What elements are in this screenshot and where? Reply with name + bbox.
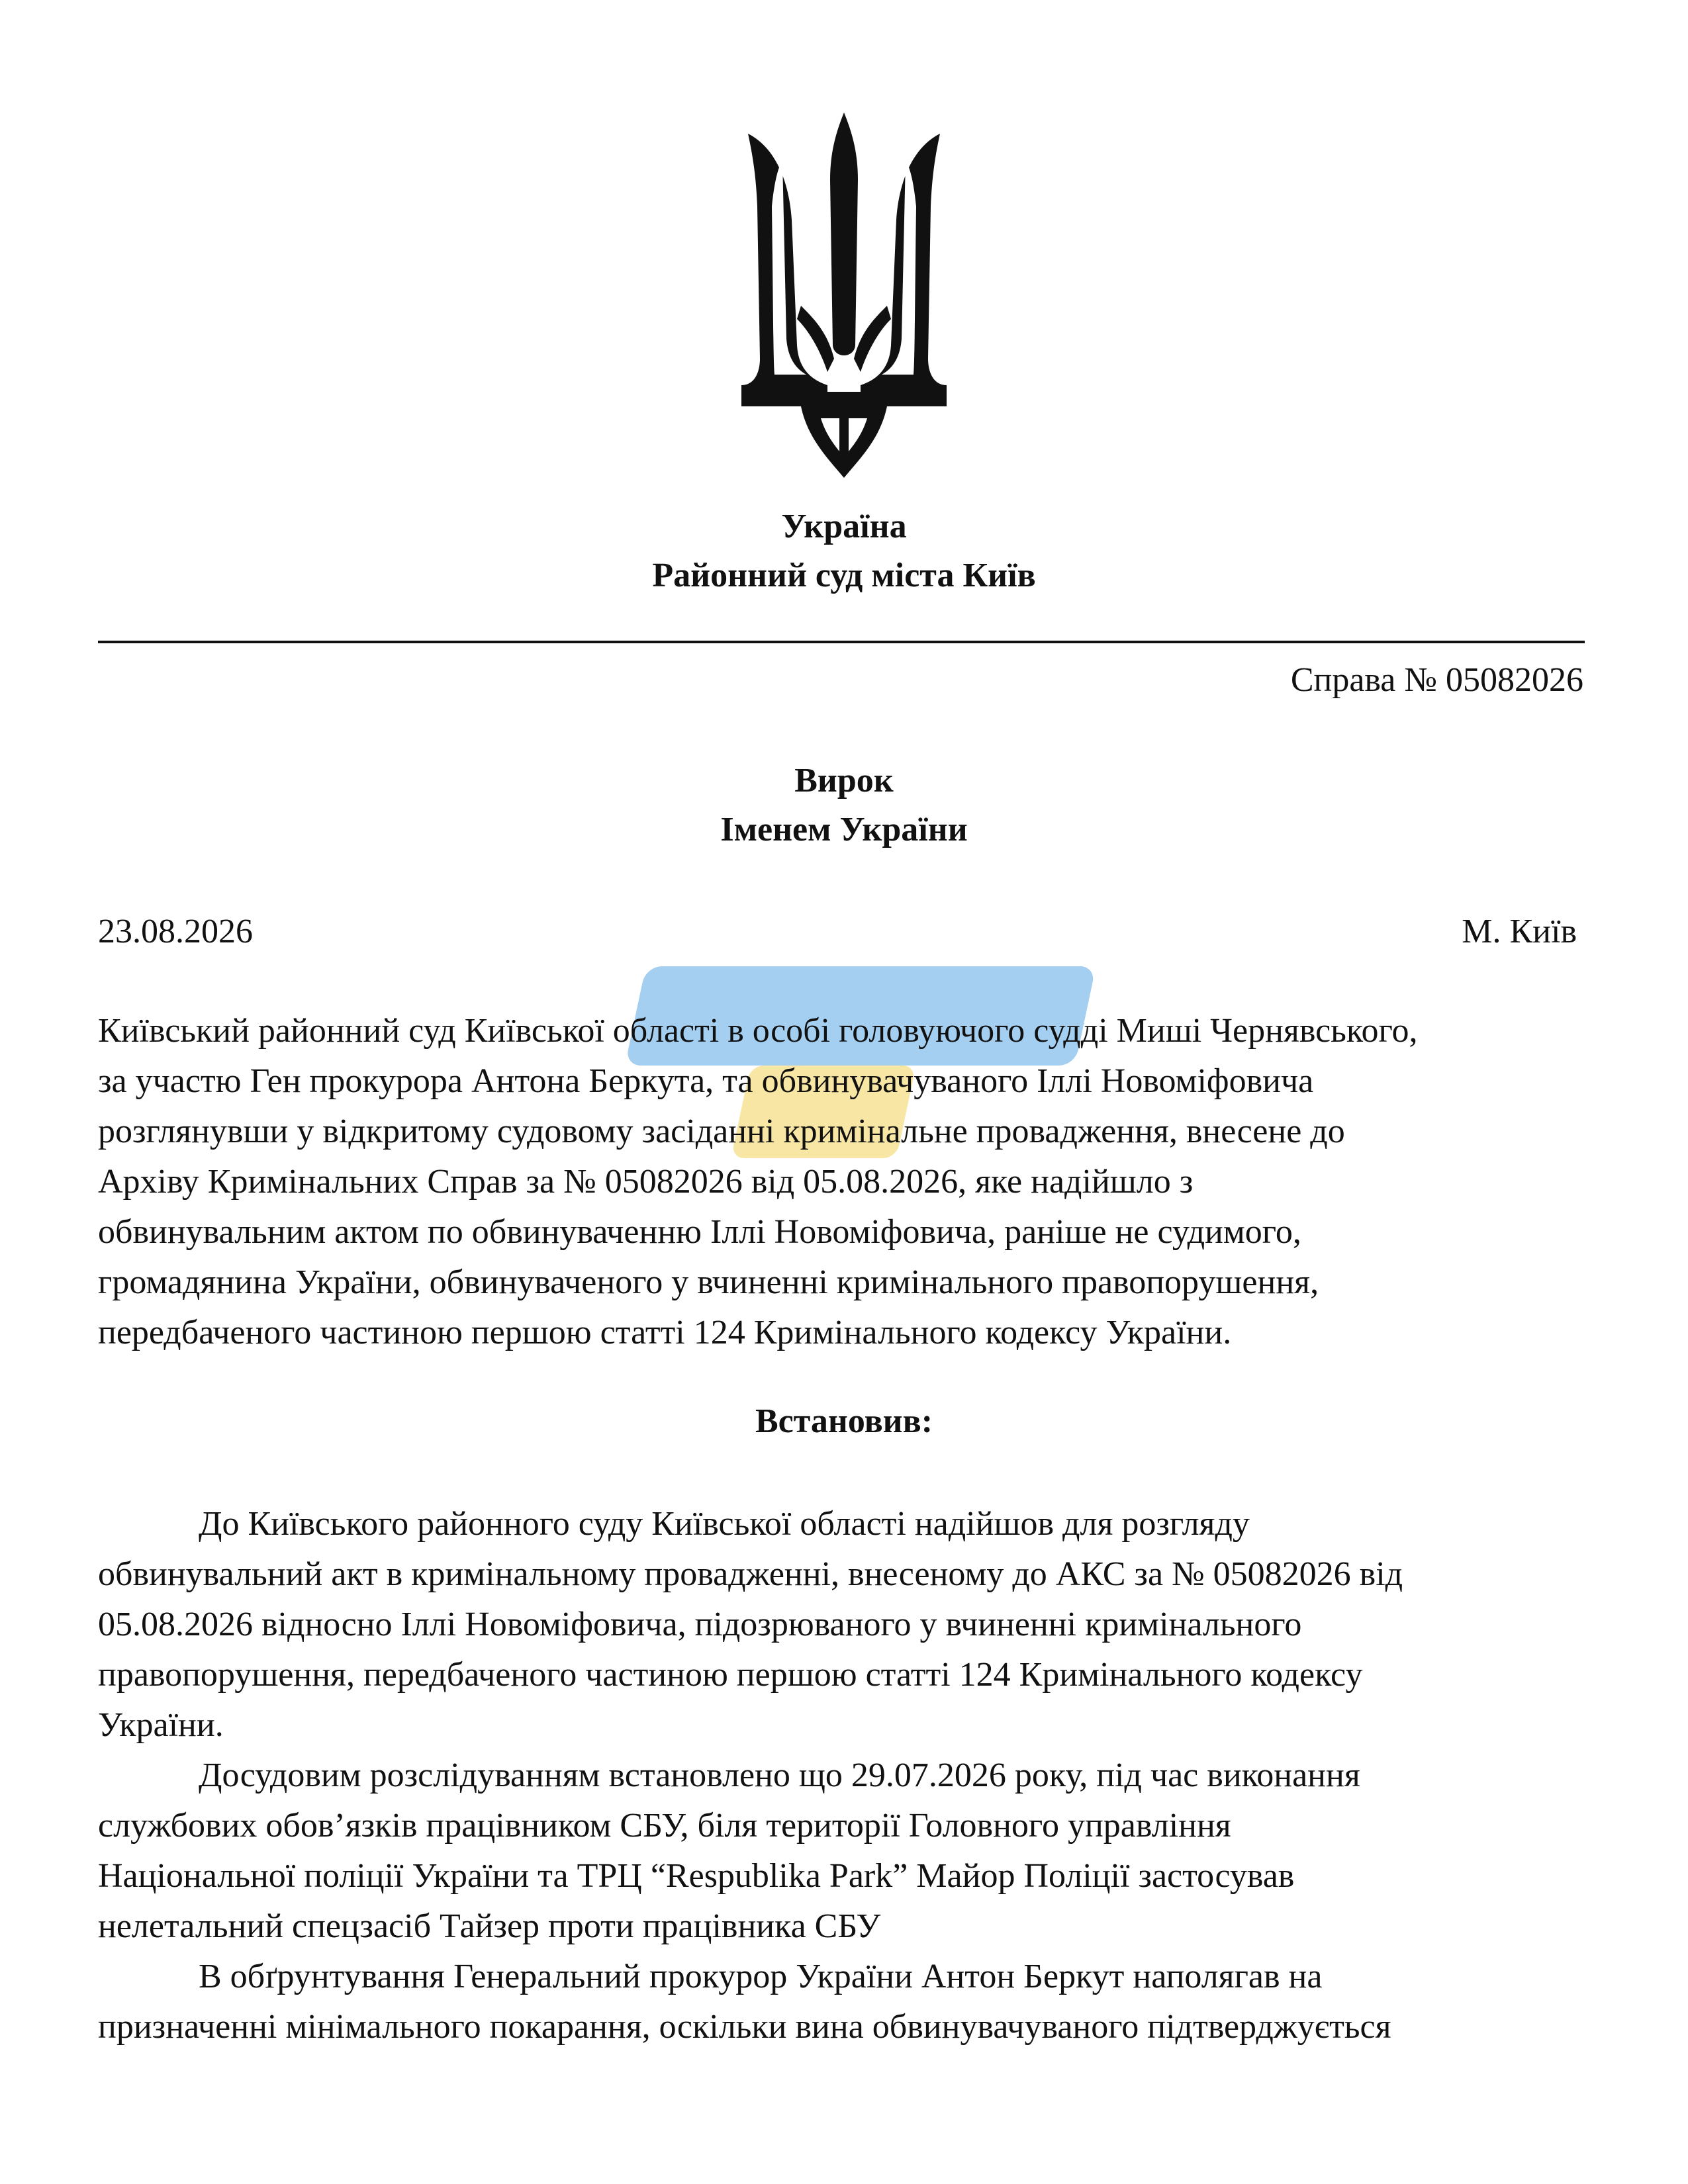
body-line: В обґрунтування Генеральний прокурор України Антон Беркут наполягав на: [199, 1958, 1323, 1995]
intro-line: обвинувальним актом по обвинуваченню Іллі Новоміфовича, раніше не судимого,: [98, 1213, 1301, 1251]
intro-line: за участю Ген прокурора Антона Беркута, та обвинувачуваного Іллі Новоміфовича: [98, 1062, 1314, 1100]
intro-line: Архіву Кримінальних Справ за № 05082026 від 05.08.2026, яке надійшло з: [98, 1163, 1194, 1201]
intro-line: передбаченого частиною першою статті 124 Кримінального кодексу України.: [98, 1314, 1232, 1351]
case-number: Справа № 05082026: [1290, 661, 1583, 699]
body-line: Досудовим розслідуванням встановлено що 29.07.2026 року, під час виконання: [199, 1756, 1360, 1794]
body-paragraphs: [98, 1499, 1594, 2052]
country-heading: Україна: [781, 508, 907, 545]
header-divider: [98, 641, 1585, 643]
trident-emblem-icon: [728, 107, 960, 478]
verdict-city: М. Київ: [1462, 913, 1577, 950]
established-heading: Встановив:: [755, 1402, 933, 1440]
body-line: обвинувальний акт в кримінальному провадженні, внесеному до АКС за № 05082026 від: [98, 1555, 1403, 1593]
intro-paragraph: [98, 1006, 1594, 1358]
body-line: України.: [98, 1706, 224, 1744]
verdict-title: Вирок: [794, 762, 894, 799]
body-line: До Київського районного суду Київської області надійшов для розгляду: [199, 1505, 1250, 1543]
body-line: нелетальний спецзасіб Тайзер проти працівника СБУ: [98, 1907, 881, 1945]
body-line: 05.08.2026 відносно Іллі Новоміфовича, підозрюваного у вчиненні кримінального: [98, 1606, 1302, 1643]
body-line: службових обов’язків працівником СБУ, біля території Головного управління: [98, 1807, 1231, 1844]
verdict-date: 23.08.2026: [98, 913, 253, 950]
intro-line: громадянина України, обвинуваченого у вчиненні кримінального правопорушення,: [98, 1263, 1319, 1301]
verdict-subtitle: Іменем України: [720, 811, 968, 848]
intro-line: розглянувши у відкритому судовому засіданні кримінальне провадження, внесене до: [98, 1113, 1345, 1150]
body-line: Національної поліції України та ТРЦ “Respublika Park” Майор Поліції застосував: [98, 1857, 1295, 1895]
intro-line: Київський районний суд Київської області в особі головуючого судді Миші Чернявського,: [98, 1012, 1418, 1050]
body-line: правопорушення, передбаченого частиною першою статті 124 Кримінального кодексу: [98, 1656, 1363, 1694]
body-line: призначенні мінімального покарання, оскільки вина обвинувачуваного підтверджується: [98, 2008, 1391, 2046]
court-heading: Районний суд міста Київ: [652, 557, 1036, 594]
